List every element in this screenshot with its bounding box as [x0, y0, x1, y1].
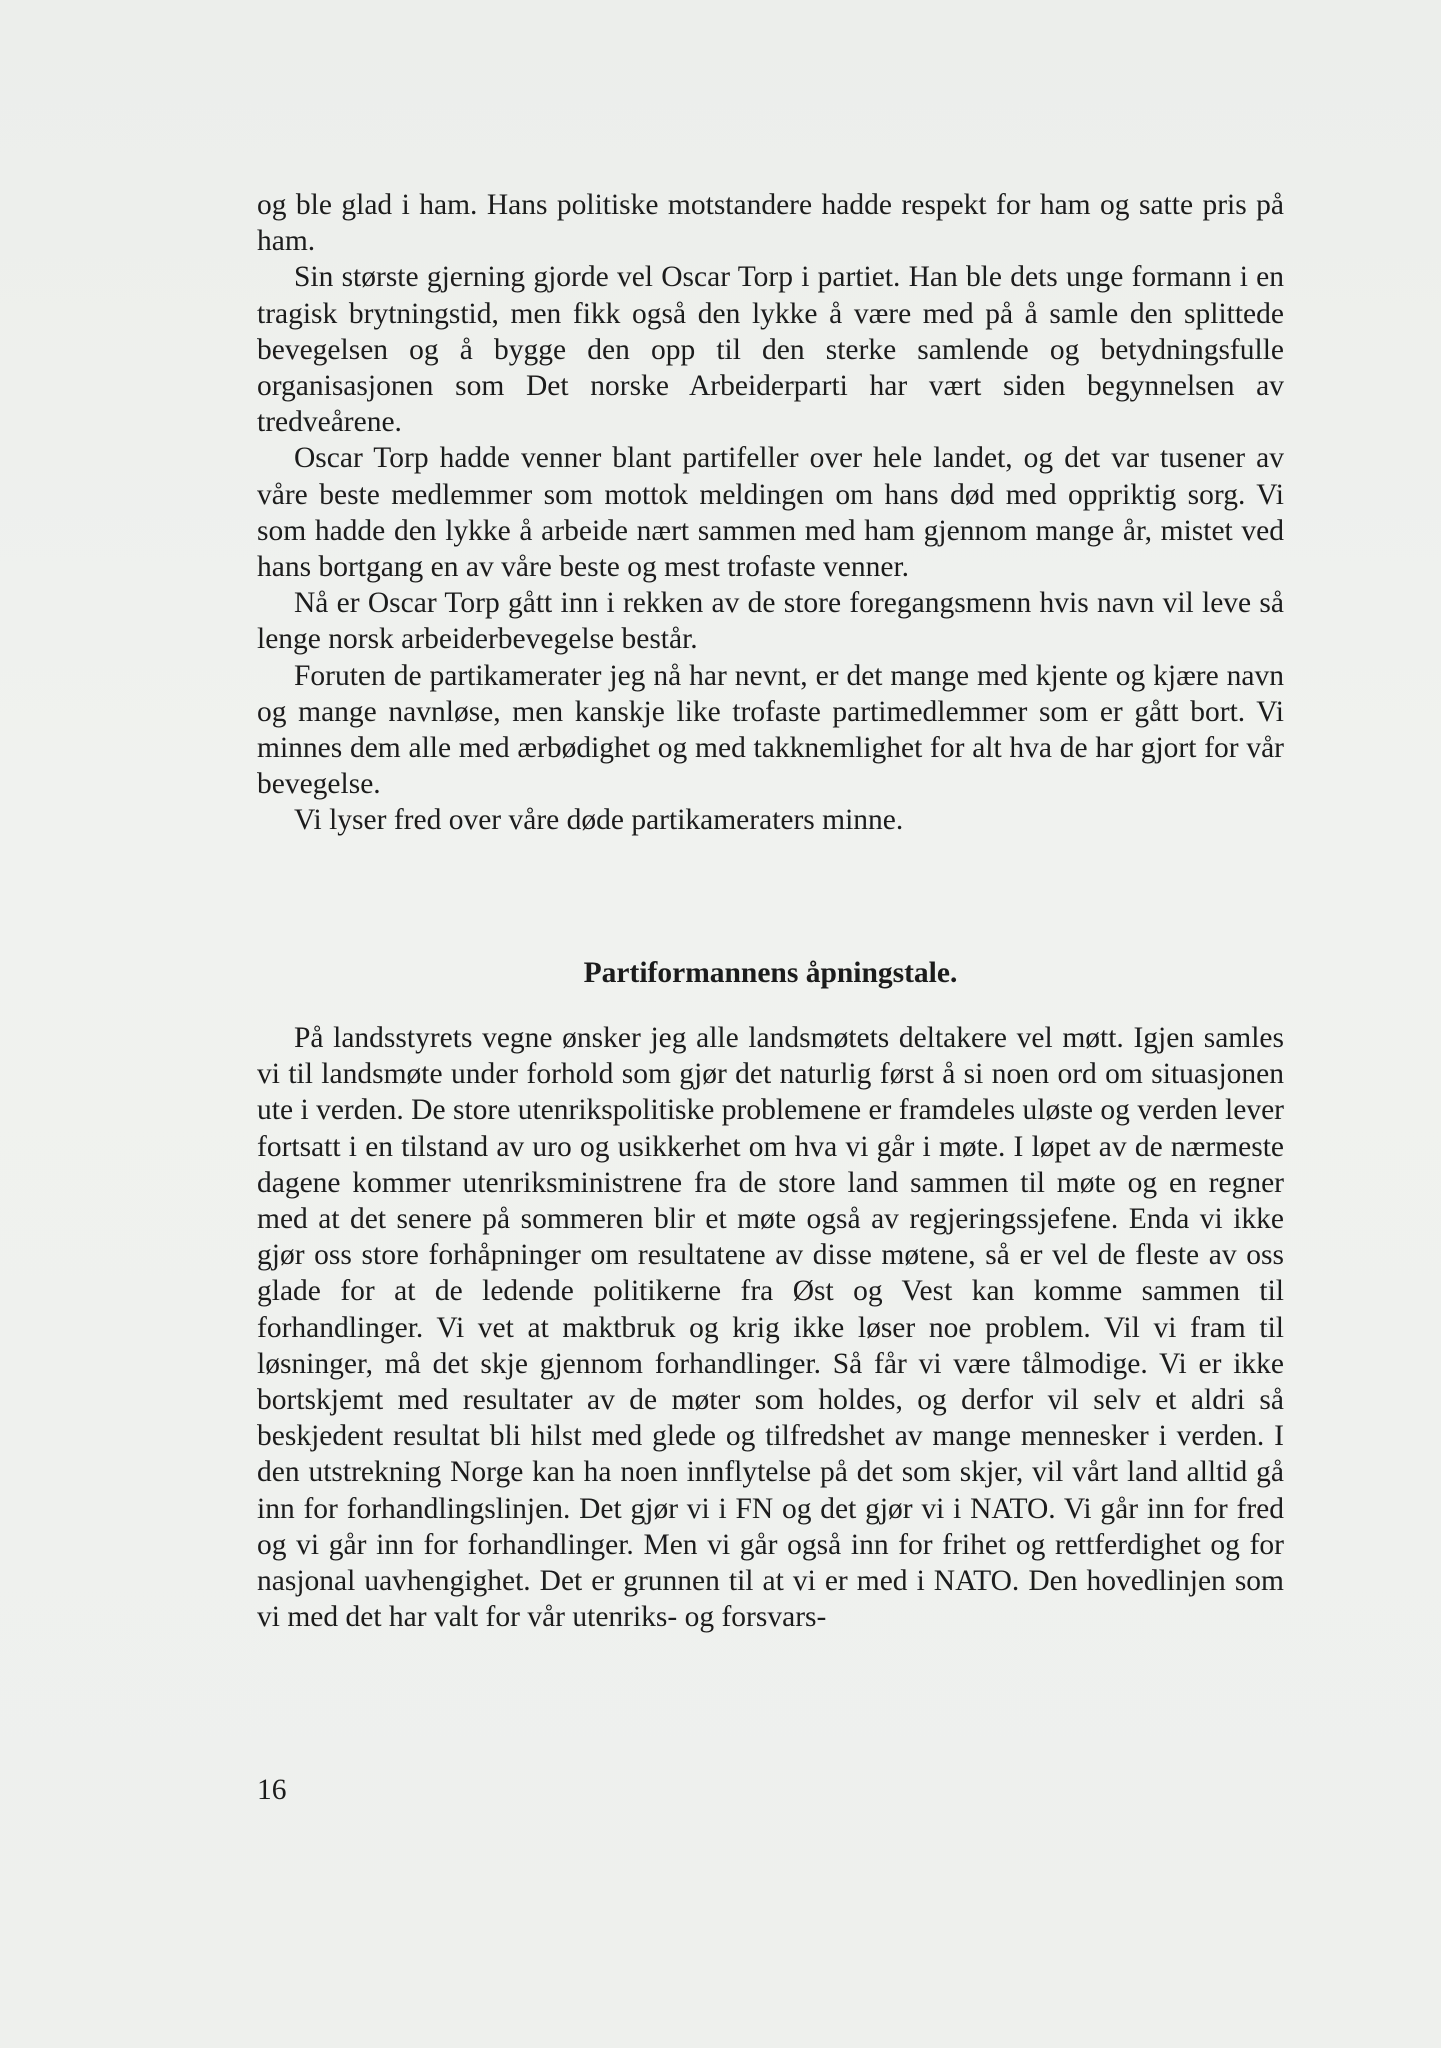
page-number: 16 [257, 1774, 287, 1806]
lower-text-block [257, 1020, 1284, 1635]
paragraph: Sin største gjerning gjorde vel Oscar Torp i partiet. Han ble dets unge formann i en tragisk brytningstid, men fikk også den lykke å være med på å samle den splittede bevegelsen og å bygge den opp til den sterke samlende og betydningsfulle organisasjonen som Det norske Arbeiderparti har vært siden begynnelsen av tredveårene. [257, 261, 1284, 439]
upper-text-block [257, 187, 1284, 839]
paragraph: Oscar Torp hadde venner blant partifeller over hele landet, og det var tusener av våre beste medlemmer som mottok meldingen om hans død med oppriktig sorg. Vi som hadde den lykke å arbeide nært sammen med ham gjennom mange år, mistet ved hans bortgang en av våre beste og mest trofaste venner. [257, 442, 1284, 584]
paragraph: På landsstyrets vegne ønsker jeg alle landsmøtets deltakere vel møtt. Igjen samles vi til landsmøte under forhold som gjør det naturlig først å si noen ord om situasjonen ute i verden. De store utenrikspolitiske problemene er framdeles uløste og verden lever fortsatt i en tilstand av uro og usikkerhet om hva vi går i møte. I løpet av de nærmeste dagene kommer utenriksministrene fra de store land sammen til møte og en regner med at det senere på sommeren blir et møte også av regjeringssjefene. Enda vi ikke gjør oss store forhåpninger om resultatene av disse møtene, så er vel de fleste av oss glade for at de ledende politikerne fra Øst og Vest kan komme sammen til forhandlinger. Vi vet at maktbruk og krig ikke løser noe problem. Vil vi fram til løsninger, må det skje gjennom forhandlinger. Så får vi være tålmodige. Vi er ikke bortskjemt med resultater av de møter som holdes, og derfor vil selv et aldri så beskjedent resultat bli hilst med glede og tilfredshet av mange mennesker i verden. I den utstrekning Norge kan ha noen innflytelse på det som skjer, vil vårt land alltid gå inn for forhandlingslinjen. Det gjør vi i FN og det gjør vi i NATO. Vi går inn for fred og vi går inn for forhandlinger. Men vi går også inn for frihet og rettferdighet og for nasjonal uavhengighet. Det er grunnen til at vi er med i NATO. Den hovedlinjen som vi med det har valt for vår utenriks- og forsvars- [257, 1022, 1284, 1634]
paragraph: Foruten de partikamerater jeg nå har nevnt, er det mange med kjente og kjære navn og mange navnløse, men kanskje like trofaste partimedlemmer som er gått bort. Vi minnes dem alle med ærbødighet og med takknemlighet for alt hva de har gjort for vår bevegelse. [257, 659, 1284, 801]
paragraph: og ble glad i ham. Hans politiske motstandere hadde respekt for ham og satte pris på ham. [257, 189, 1284, 258]
paragraph: Nå er Oscar Torp gått inn i rekken av de store foregangsmenn hvis navn vil leve så lenge norsk arbeiderbevegelse består. [257, 587, 1284, 656]
section-heading: Partiformannens åpningstale. [583, 957, 958, 989]
paragraph: Vi lyser fred over våre døde partikameraters minne. [294, 804, 904, 837]
